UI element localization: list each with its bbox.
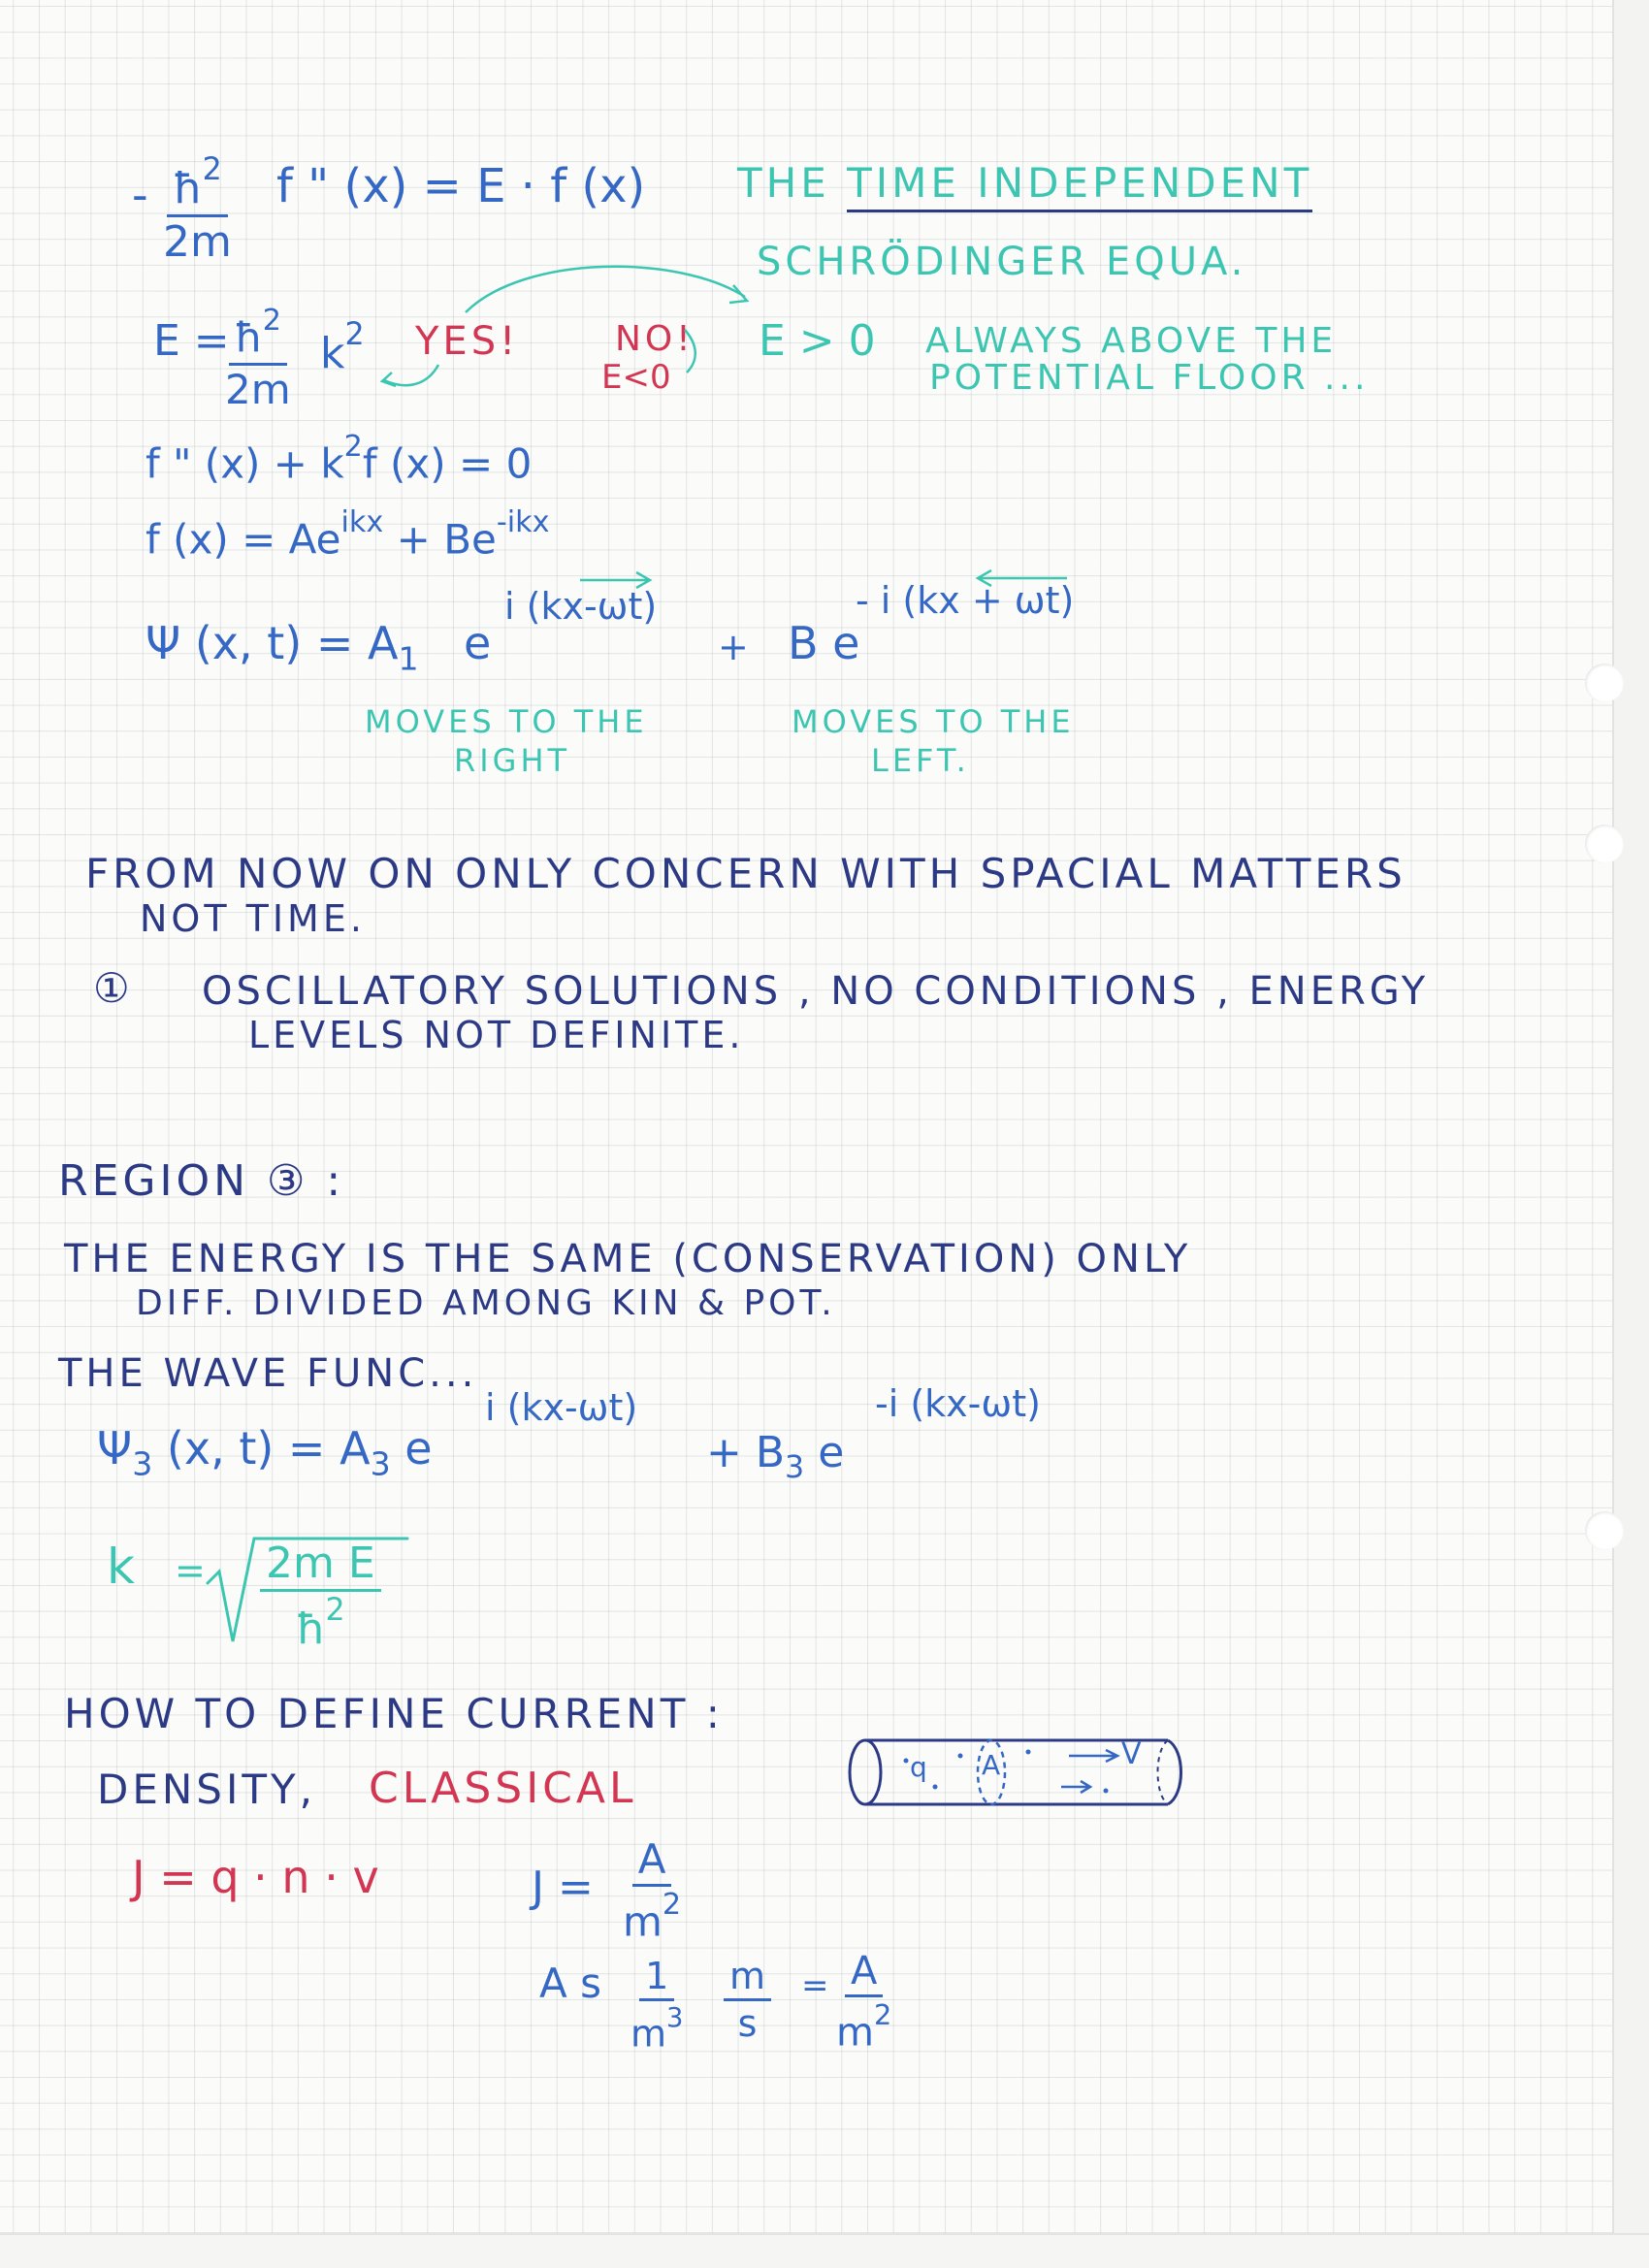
exponent: 2: [343, 430, 363, 464]
region3-exp2: -i (kx-ωt): [875, 1382, 1041, 1425]
ode-equation: [146, 430, 533, 488]
denominator: 2m: [225, 365, 291, 413]
subscript: 3: [132, 1444, 153, 1483]
energy-k-squared: [320, 317, 365, 378]
region3-exp1: i (kx-ωt): [485, 1386, 638, 1429]
arc-arrowhead: [729, 285, 747, 303]
denominator: m: [836, 2010, 874, 2056]
region3-wave-lhs: [97, 1422, 433, 1483]
punch-hole: [1585, 825, 1624, 863]
e-symbol: e: [804, 1428, 845, 1477]
denominator: m: [623, 1897, 663, 1946]
tise-label-line1: [737, 159, 1313, 207]
page-bottom-edge: [0, 2233, 1649, 2268]
exponent: 2: [202, 152, 222, 187]
j-units-lhs: J =: [532, 1863, 594, 1912]
e-greater-than-zero: E > 0: [759, 316, 876, 366]
yes-arrowhead: [382, 373, 396, 386]
solution-lhs: f (x) = Ae: [146, 515, 341, 564]
wave-func-heading: THE WAVE FUNC...: [58, 1351, 478, 1396]
units-fraction-1: [630, 1955, 684, 2056]
k-equals: =: [175, 1549, 206, 1592]
numerator: 2m E: [260, 1542, 381, 1592]
no-annotation: NO!: [615, 319, 695, 359]
wave-function-exp1: i (kx-ωt): [504, 585, 658, 628]
ode-main: f " (x) + k: [146, 439, 344, 488]
exponent: -ikx: [496, 505, 550, 539]
hbar-symbol: ħ: [173, 163, 203, 213]
units-fraction-3: [836, 1949, 892, 2056]
punch-hole: [1585, 664, 1624, 702]
numerator: m: [724, 1958, 771, 2001]
exponent: ikx: [340, 505, 384, 539]
j-classical-equation: J = q · n · v: [132, 1851, 379, 1903]
psi-args: (x, t) = A: [152, 1422, 371, 1474]
charge-q-label: q: [910, 1751, 927, 1783]
region3-b-term: [706, 1428, 845, 1486]
exponent: 2: [325, 1593, 345, 1628]
energy-fraction: [225, 304, 291, 413]
subscript: 3: [785, 1450, 805, 1486]
wave-function-e1: e: [464, 617, 492, 669]
k-symbol: k: [107, 1539, 135, 1595]
units-equals: =: [801, 1966, 829, 2005]
tise-underlined: TIME INDEPENDENT: [847, 159, 1312, 212]
item1-line2: LEVELS NOT DEFINITE.: [248, 1014, 745, 1056]
moves-right-line2: RIGHT: [454, 742, 571, 779]
solution-mid: + Be: [383, 515, 497, 564]
denominator: s: [737, 2002, 758, 2045]
exponent: 2: [873, 1998, 892, 2031]
yes-arrow: [384, 365, 438, 385]
region-heading: REGION ③ :: [58, 1156, 345, 1206]
schrodinger-minus: -: [132, 169, 148, 221]
hbar-symbol: ħ: [295, 1604, 326, 1654]
tise-prefix: THE: [737, 159, 830, 207]
subscript: 3: [370, 1444, 391, 1483]
from-now-line1: FROM NOW ON ONLY CONCERN WITH SPACIAL MATTERS: [85, 850, 1406, 897]
general-solution: [146, 505, 550, 564]
psi-symbol: Ψ: [97, 1422, 133, 1474]
numerator: A: [632, 1839, 672, 1887]
always-above-line1: ALWAYS ABOVE THE: [925, 321, 1338, 361]
exponent: 2: [662, 1888, 682, 1922]
wave-function-b: B e: [788, 617, 860, 669]
energy-same-line1: THE ENERGY IS THE SAME (CONSERVATION) ONLY: [64, 1237, 1192, 1281]
e-symbol: e: [390, 1422, 433, 1474]
psi-lhs: Ψ (x, t) = A: [146, 617, 399, 669]
wave-function-exp2: - i (kx + ωt): [856, 579, 1075, 622]
hbar-squared-over-2m: [163, 152, 232, 267]
units-as: A s: [539, 1960, 601, 2007]
item1-marker: ①: [93, 964, 130, 1012]
exponent: 2: [344, 317, 365, 352]
wave-function-lhs: [146, 617, 419, 678]
how-define-current: HOW TO DEFINE CURRENT :: [64, 1690, 724, 1737]
k-symbol: k: [320, 328, 345, 378]
energy-lhs: E =: [153, 316, 230, 366]
numerator: A: [845, 1952, 883, 1997]
units-fraction-2: [724, 1955, 771, 2045]
moves-right-line1: MOVES TO THE: [365, 703, 648, 740]
subscript: 1: [398, 639, 419, 678]
k-fraction: [260, 1539, 381, 1654]
exponent: 2: [262, 304, 282, 338]
ode-tail: f (x) = 0: [362, 439, 533, 488]
plus-b: + B: [706, 1428, 786, 1477]
denominator: 2m: [163, 216, 232, 267]
hbar-symbol: ħ: [234, 313, 263, 362]
schrodinger-equation: f " (x) = E · f (x): [276, 159, 646, 213]
exponent: 3: [666, 2003, 684, 2033]
wave-function-plus: +: [718, 626, 749, 668]
denominator: m: [630, 2012, 667, 2056]
e-less-than-zero: E<0: [601, 358, 671, 397]
density-label: DENSITY,: [97, 1766, 317, 1813]
area-a-label: A: [982, 1749, 1001, 1781]
punch-hole: [1585, 1511, 1624, 1550]
j-units-fraction: [623, 1835, 682, 1946]
classical-label: CLASSICAL: [369, 1764, 637, 1813]
moves-left-line1: MOVES TO THE: [792, 703, 1075, 740]
arc-arrow-to-e-positive: [466, 267, 745, 312]
page-right-edge: [1612, 0, 1649, 2268]
item1-line1: OSCILLATORY SOLUTIONS , NO CONDITIONS , ENERGY: [202, 969, 1430, 1014]
numerator: 1: [639, 1958, 674, 2001]
velocity-v-label: V: [1121, 1737, 1142, 1771]
moves-left-line2: LEFT.: [871, 742, 970, 779]
always-above-line2: POTENTIAL FLOOR ...: [929, 358, 1370, 398]
energy-same-line2: DIFF. DIVIDED AMONG KIN & POT.: [136, 1283, 836, 1323]
from-now-line2: NOT TIME.: [140, 897, 366, 940]
tise-label-line2: SCHRÖDINGER EQUA.: [757, 240, 1247, 284]
yes-annotation: YES!: [415, 319, 520, 364]
